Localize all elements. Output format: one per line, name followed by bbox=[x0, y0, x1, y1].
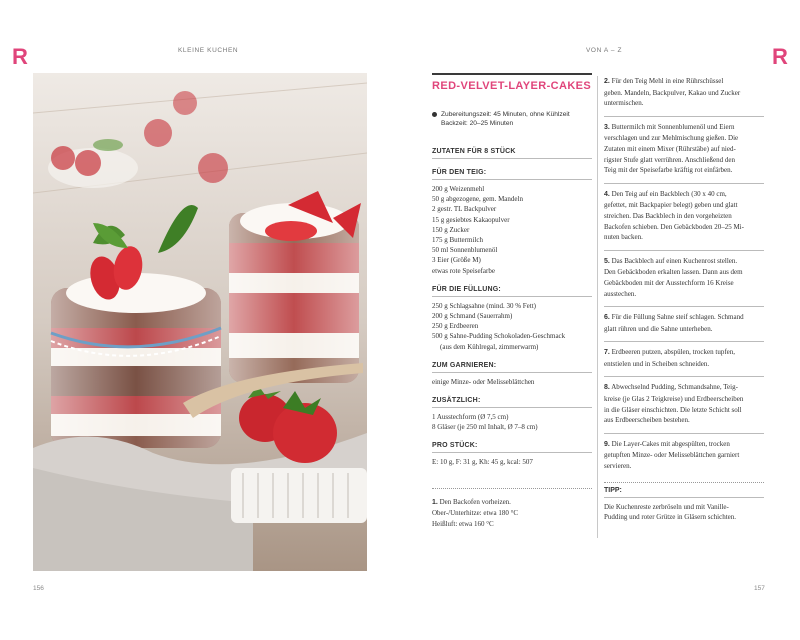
list-item: 250 g Erdbeeren bbox=[432, 322, 479, 331]
step-text: entstielen und in Scheiben schneiden. bbox=[604, 359, 710, 368]
step-text: glatt rühren und die Sahne unterheben. bbox=[604, 324, 713, 333]
page-number-left: 156 bbox=[33, 585, 44, 592]
step-text: Das Backblech auf einen Kuchenrost stellen. bbox=[611, 256, 738, 265]
list-item: 50 ml Sonnenblumenöl bbox=[432, 246, 498, 255]
recipe-title: RED-VELVET-LAYER-CAKES bbox=[432, 80, 592, 92]
step-text: rigster Stufe glatt verrühren. Anschließend den bbox=[604, 155, 736, 164]
clock-dot-icon bbox=[432, 112, 437, 117]
step-text: servieren. bbox=[604, 462, 632, 471]
step-number: 2. bbox=[604, 78, 610, 85]
step-text: geben. Mandeln, Backpulver, Kakao und Zucker bbox=[604, 88, 741, 97]
step-separator bbox=[604, 376, 764, 377]
list-item: 250 g Schlagsahne (mind. 30 % Fett) bbox=[432, 301, 537, 310]
step-2 bbox=[604, 76, 764, 109]
step-separator bbox=[604, 341, 764, 342]
garnish-heading: ZUM GARNIEREN: bbox=[432, 362, 592, 373]
step-text: Den Teig auf ein Backblech (30 x 40 cm, bbox=[611, 189, 727, 198]
step-number: 5. bbox=[604, 257, 610, 265]
filling-heading: FÜR DIE FÜLLUNG: bbox=[432, 286, 592, 297]
step-number: 7. bbox=[604, 349, 610, 357]
step-text: Backofen schieben. Den Gebäckboden 20–25 Mi- bbox=[604, 222, 744, 231]
step-separator bbox=[604, 433, 764, 434]
step-number: 9. bbox=[604, 440, 610, 448]
list-item: 200 g Schmand (Sauerrahm) bbox=[432, 312, 513, 321]
layer-cakes-illustration bbox=[33, 73, 367, 571]
step-separator bbox=[604, 306, 764, 307]
step-text: Für die Füllung Sahne steif schlagen. Schmand bbox=[611, 313, 744, 322]
step-text: streichen. Das Backblech in den vorgeheizten bbox=[604, 211, 732, 220]
tip-line: Pudding und roter Grütze in Gläsern schichten. bbox=[604, 513, 736, 522]
step-separator bbox=[604, 116, 764, 117]
list-item: 150 g Zucker bbox=[432, 225, 470, 234]
step-text: Ober-/Unterhitze: etwa 180 °C bbox=[432, 509, 519, 518]
list-item: etwas rote Speisefarbe bbox=[432, 266, 495, 275]
step-number: 4. bbox=[604, 190, 610, 198]
recipe-photo bbox=[33, 73, 367, 571]
nutrition-values: E: 10 g, F: 31 g, Kh: 45 g, kcal: 507 bbox=[432, 458, 533, 467]
step-text: Buttermilch mit Sonnenblumenöl und Eiern bbox=[611, 122, 735, 131]
list-item: (aus dem Kühlregal, zimmerwarm) bbox=[440, 342, 539, 351]
list-item: 200 g Weizenmehl bbox=[432, 185, 485, 193]
step-separator bbox=[604, 183, 764, 184]
step-text: in die Gläser einschichten. Die letzte Schicht soll bbox=[604, 405, 742, 414]
tip-line: Die Kuchenreste zerbröseln und mit Vanille- bbox=[604, 502, 729, 511]
step-separator bbox=[604, 250, 764, 251]
dough-heading: FÜR DEN TEIG: bbox=[432, 169, 592, 180]
list-item: 8 Gläser (je 250 ml Inhalt, Ø 7–8 cm) bbox=[432, 423, 538, 432]
step-text: verschlagen und zur Mehlmischung gießen. Die bbox=[604, 134, 739, 143]
step-text: Erdbeeren putzen, abspülen, trocken tupfen, bbox=[611, 348, 736, 357]
tip-separator bbox=[604, 482, 764, 483]
step-8 bbox=[604, 382, 764, 425]
step-text: gefettet, mit Backpapier belegt) geben und glatt bbox=[604, 201, 738, 210]
column-divider bbox=[597, 76, 598, 538]
list-item: 175 g Buttermilch bbox=[432, 236, 483, 245]
list-item: 1 Ausstechform (Ø 7,5 cm) bbox=[432, 413, 509, 422]
page-number-right: 157 bbox=[754, 585, 765, 592]
step-text: ausstechen. bbox=[604, 289, 637, 298]
tip-heading: TIPP: bbox=[604, 487, 764, 498]
step-number: 1. bbox=[432, 498, 438, 506]
step-9 bbox=[604, 439, 764, 472]
section-letter-right: R bbox=[772, 44, 788, 69]
step-number: 8. bbox=[604, 384, 610, 392]
section-letter-left: R bbox=[12, 44, 28, 69]
extra-heading: ZUSÄTZLICH: bbox=[432, 397, 592, 408]
servings-heading: ZUTATEN FÜR 8 STÜCK bbox=[432, 148, 592, 159]
ingredients-column bbox=[432, 73, 592, 536]
running-head-right: VON A – Z bbox=[586, 47, 623, 54]
bake-time: Backzeit: 20–25 Minuten bbox=[441, 120, 514, 127]
step-text: Zutaten mit einem Mixer (Rührstäbe) auf nied- bbox=[604, 144, 736, 153]
list-item: 3 Eier (Größe M) bbox=[432, 256, 481, 265]
list-item: 500 g Sahne-Pudding Schokoladen-Geschmack bbox=[432, 332, 566, 341]
step-6 bbox=[604, 312, 764, 334]
step-text: Den Gebäckboden erkalten lassen. Dann aus dem bbox=[604, 268, 743, 277]
list-item: 15 g gesiebtes Kakaopulver bbox=[432, 215, 510, 224]
title-rule bbox=[432, 73, 592, 75]
step1-separator bbox=[432, 488, 592, 489]
step-text: untermischen. bbox=[604, 99, 644, 108]
step-number: 3. bbox=[604, 123, 610, 131]
step-7 bbox=[604, 347, 764, 369]
step-text: Für den Teig Mehl in eine Rührschüssel bbox=[611, 77, 724, 85]
list-item: 2 gestr. TL Backpulver bbox=[432, 205, 497, 214]
step-text: aus Erdbeerscheiben bestehen. bbox=[604, 416, 690, 425]
step-text: Die Layer-Cakes mit abgespülten, trocken bbox=[611, 439, 730, 448]
list-item: 50 g abgezogene, gem. Mandeln bbox=[432, 195, 523, 204]
step-number: 6. bbox=[604, 314, 610, 322]
dough-list bbox=[432, 184, 592, 276]
step-text: kreise (je Glas 2 Teigkreise) und Erdbeerscheiben bbox=[604, 395, 744, 404]
list-item: einige Minze- oder Melisseblättchen bbox=[432, 377, 535, 386]
step-text: getupften Minze- oder Melisseblättchen garniert bbox=[604, 451, 740, 460]
tip-text bbox=[604, 502, 764, 523]
step-text: nuten backen. bbox=[604, 233, 643, 242]
filling-list bbox=[432, 301, 592, 352]
step-text: Gebäckboden mit der Ausstechform 16 Kreise bbox=[604, 278, 734, 287]
step-4 bbox=[604, 189, 764, 243]
step-text: Den Backofen vorheizen. bbox=[439, 497, 511, 506]
step-text: Teig mit der Speisefarbe kräftig rot einfärben. bbox=[604, 166, 733, 175]
step-1 bbox=[432, 497, 592, 530]
time-info bbox=[432, 110, 592, 128]
step-text: Heißluft: etwa 160 °C bbox=[432, 519, 494, 528]
per-piece-heading: PRO STÜCK: bbox=[432, 442, 592, 453]
steps-column bbox=[604, 76, 764, 530]
prep-time: Zubereitungszeit: 45 Minuten, ohne Kühlzeit bbox=[441, 111, 570, 118]
step-5 bbox=[604, 256, 764, 299]
step-3 bbox=[604, 122, 764, 176]
running-head-left: KLEINE KUCHEN bbox=[178, 47, 239, 54]
step-text: Abwechselnd Pudding, Schmandsahne, Teig- bbox=[611, 383, 738, 392]
